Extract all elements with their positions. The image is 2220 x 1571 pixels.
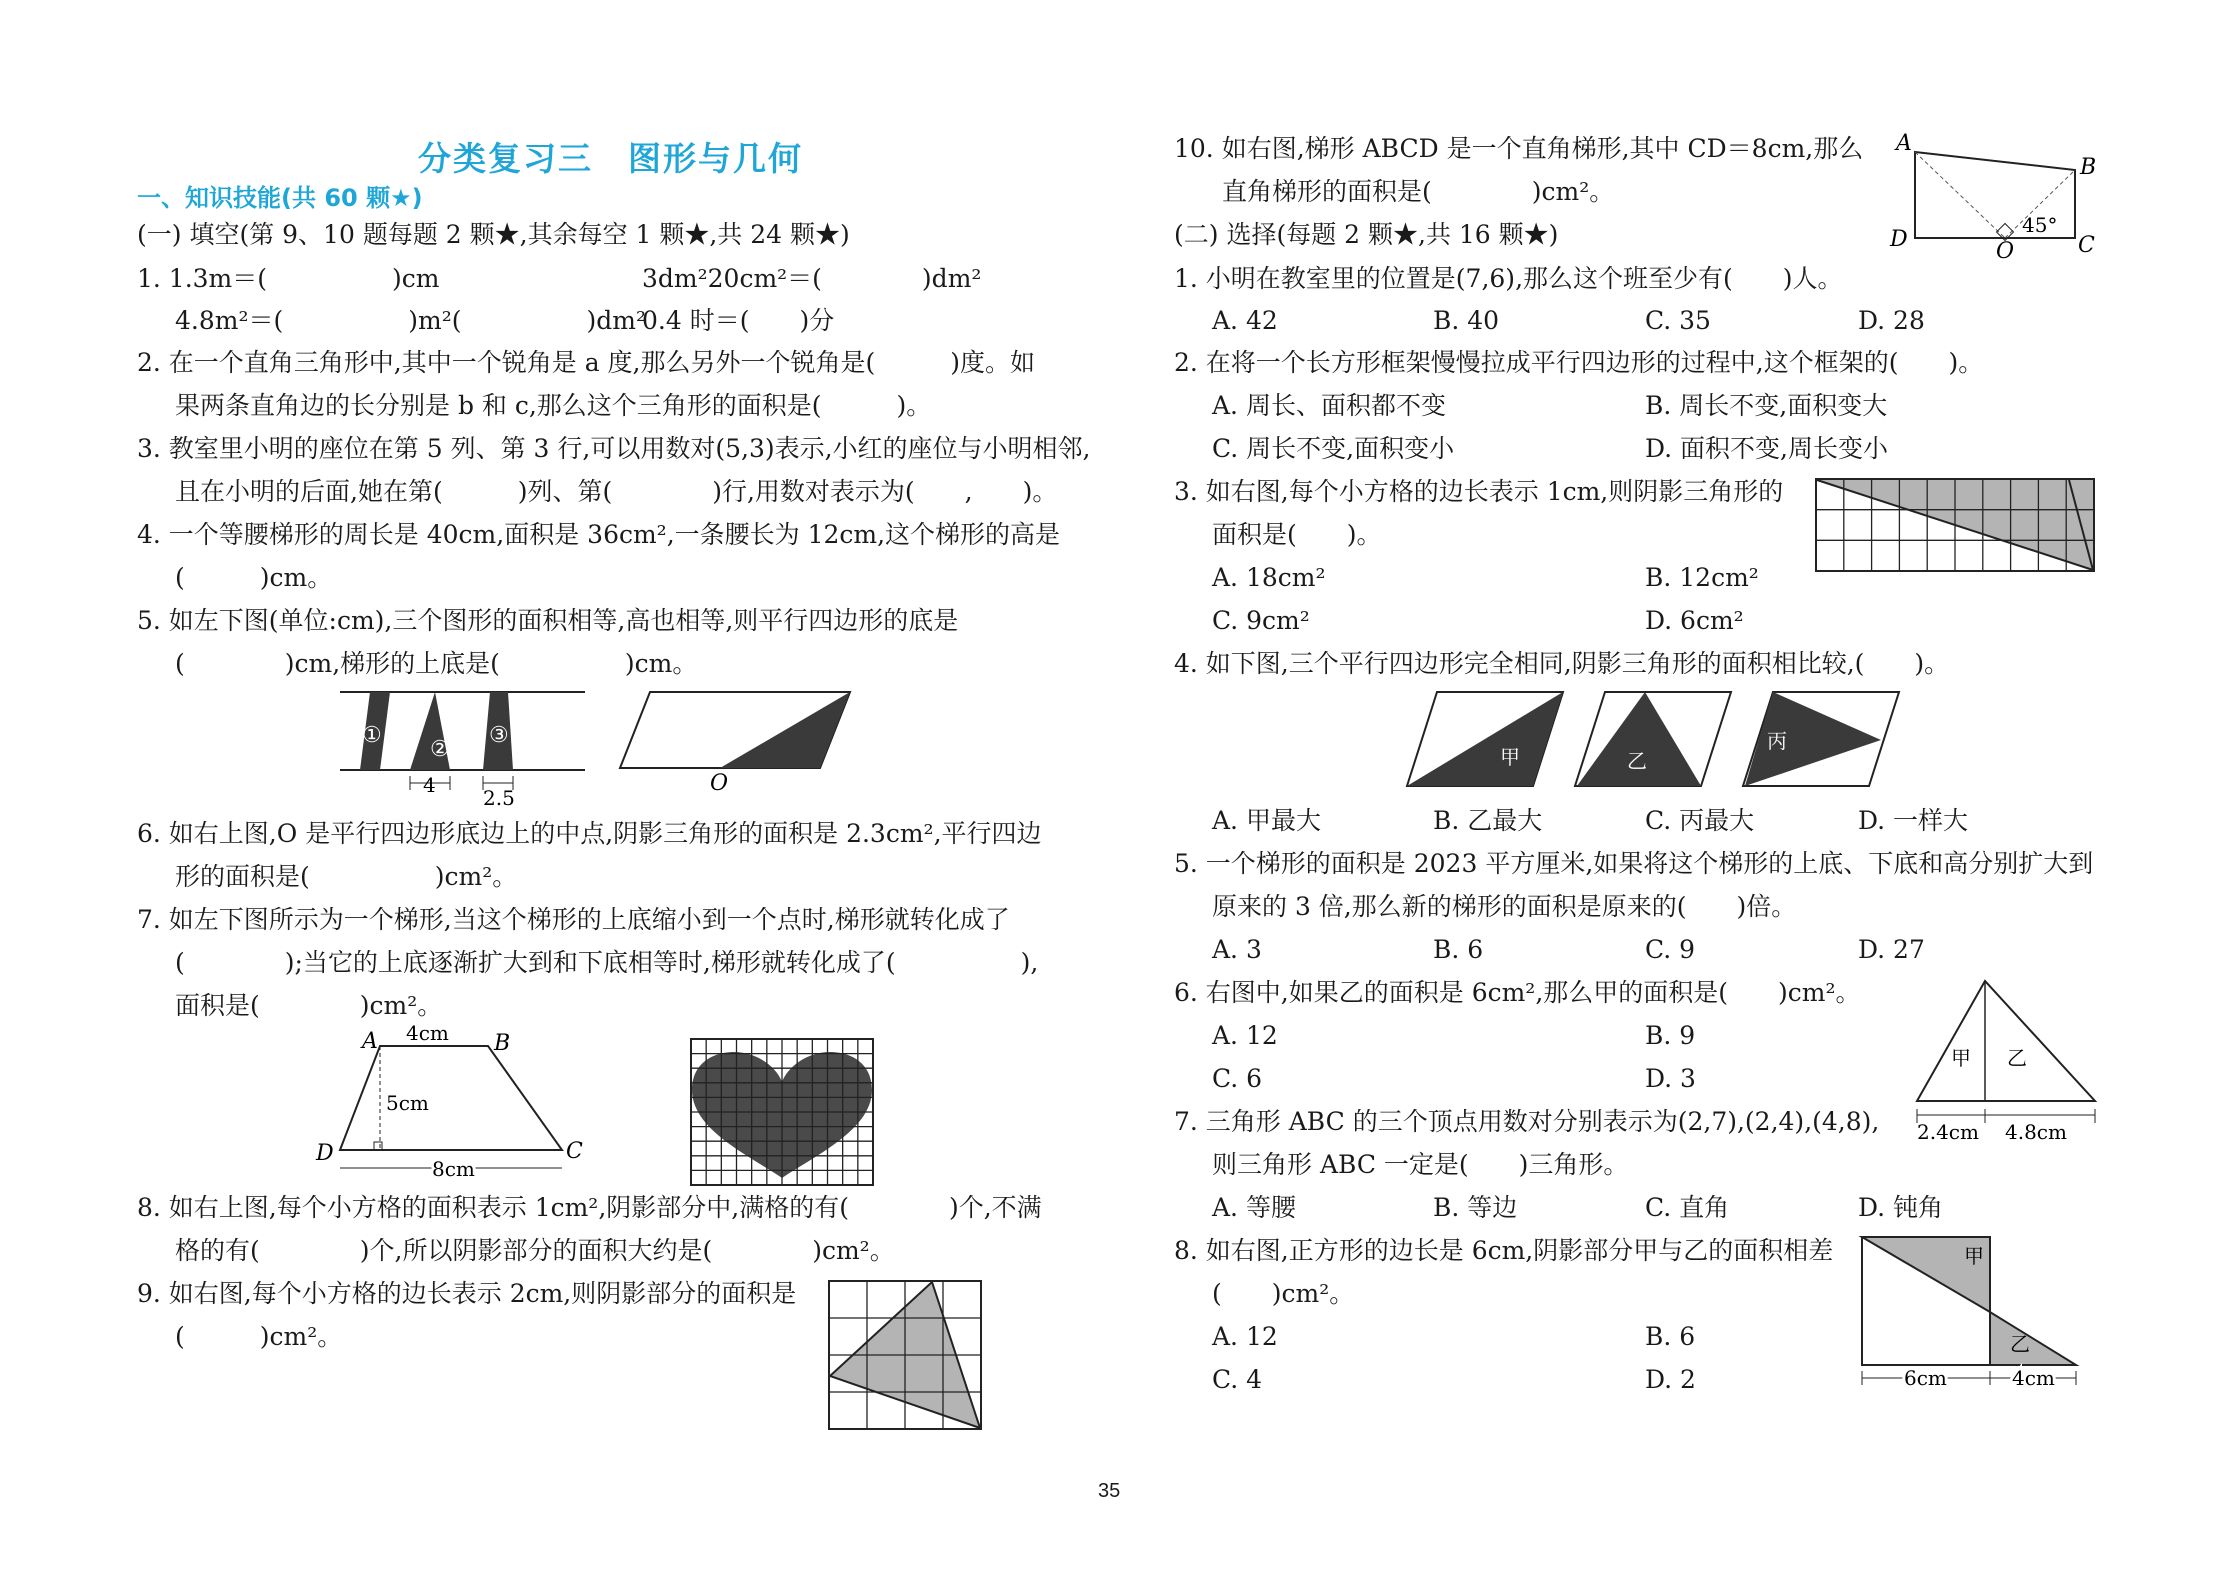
q10-line-1: 10. 如右图,梯形 ABCD 是一个直角梯形,其中 CD＝8cm,那么 [1174, 134, 1864, 163]
c1-question: 1. 小明在教室里的位置是(7,6),那么这个班至少有( )人。 [1174, 264, 1843, 293]
q1-part-d: 0.4 时＝( )分 [642, 306, 835, 335]
top-length: 4cm [406, 1021, 449, 1045]
c7-option-d[interactable]: D. 钝角 [1858, 1193, 1944, 1222]
height-length: 5cm [386, 1091, 429, 1115]
q7-line-2: ( );当它的上底逐渐扩大到和下底相等时,梯形就转化成了( ), [175, 948, 1039, 977]
shape-label-2: ② [430, 737, 450, 762]
q5-figure [330, 680, 890, 810]
q2-line-2: 果两条直角边的长分别是 b 和 c,那么这个三角形的面积是( )。 [175, 391, 932, 420]
c6-question: 6. 右图中,如果乙的面积是 6cm²,那么甲的面积是( )cm²。 [1174, 978, 1861, 1007]
c1-option-a[interactable]: A. 42 [1212, 306, 1278, 335]
shape-label-3: ③ [489, 723, 509, 748]
left-length: 2.4cm [1917, 1120, 1979, 1144]
c4-option-c[interactable]: C. 丙最大 [1645, 806, 1755, 835]
q7-trapezoid-figure [310, 1020, 600, 1180]
q10-vertex-b: B [2080, 155, 2097, 180]
c7-line-1: 7. 三角形 ABC 的三个顶点用数对分别表示为(2,7),(2,4),(4,8), [1174, 1107, 1880, 1136]
c2-question: 2. 在将一个长方形框架慢慢拉成平行四边形的过程中,这个框架的( )。 [1174, 348, 1984, 377]
c7-option-b[interactable]: B. 等边 [1433, 1193, 1518, 1222]
fill-heading: (一) 填空(第 9、10 题每题 2 颗★,其余每空 1 颗★,共 24 颗★) [137, 220, 850, 249]
c1-option-d[interactable]: D. 28 [1858, 306, 1925, 335]
c6-triangle-figure [1915, 975, 2105, 1145]
q3-line-2: 且在小明的后面,她在第( )列、第( )行,用数对表示为( , )。 [175, 477, 1058, 506]
q8-heart-grid-figure [690, 1038, 874, 1186]
page-title: 分类复习三 图形与几何 [418, 139, 803, 178]
c5-line-2: 原来的 3 倍,那么新的梯形的面积是原来的( )倍。 [1212, 892, 1797, 921]
c8-line-2: ( )cm²。 [1212, 1279, 1355, 1308]
c3-option-a[interactable]: A. 18cm² [1212, 563, 1326, 592]
label-jia: 甲 [1500, 745, 1520, 769]
c8-option-b[interactable]: B. 6 [1645, 1322, 1696, 1351]
q1-part-b: 3dm²20cm²＝( )dm² [642, 264, 982, 293]
q10-trapezoid-figure [1890, 130, 2100, 264]
c7-option-c[interactable]: C. 直角 [1645, 1193, 1730, 1222]
c8-option-d[interactable]: D. 2 [1645, 1365, 1696, 1394]
q7-line-3: 面积是( )cm²。 [175, 991, 443, 1020]
right-length: 4.8cm [2005, 1120, 2067, 1144]
q10-vertex-c: C [2078, 233, 2095, 258]
vertex-c: C [566, 1139, 583, 1164]
q10-point-o: O [1996, 239, 2015, 264]
c6-option-c[interactable]: C. 6 [1212, 1064, 1263, 1093]
c4-option-a[interactable]: A. 甲最大 [1212, 806, 1321, 835]
c1-option-c[interactable]: C. 35 [1645, 306, 1711, 335]
q3-line-1: 3. 教室里小明的座位在第 5 列、第 3 行,可以用数对(5,3)表示,小红的座位与小明相邻, [137, 434, 1091, 463]
c3-grid-triangle-figure [1815, 478, 2095, 572]
label-yi: 乙 [2010, 1332, 2030, 1356]
c3-line-1: 3. 如右图,每个小方格的边长表示 1cm,则阴影三角形的 [1174, 477, 1784, 506]
label-bing: 丙 [1767, 729, 1787, 753]
c4-option-b[interactable]: B. 乙最大 [1433, 806, 1543, 835]
c5-option-d[interactable]: D. 27 [1858, 935, 1925, 964]
q4-line-2: ( )cm。 [175, 563, 333, 592]
c2-option-d[interactable]: D. 面积不变,周长变小 [1645, 434, 1888, 463]
q1-part-c: 4.8m²＝( )m²( )dm² [175, 306, 646, 335]
c1-option-b[interactable]: B. 40 [1433, 306, 1500, 335]
c4-question: 4. 如下图,三个平行四边形完全相同,阴影三角形的面积相比较,( )。 [1174, 649, 1950, 678]
q5-line-2: ( )cm,梯形的上底是( )cm。 [175, 649, 698, 678]
choice-heading: (二) 选择(每题 2 颗★,共 16 颗★) [1174, 220, 1559, 249]
c6-option-a[interactable]: A. 12 [1212, 1021, 1278, 1050]
c3-option-c[interactable]: C. 9cm² [1212, 606, 1310, 635]
c4-parallelograms-figure [1405, 686, 1905, 792]
c2-option-c[interactable]: C. 周长不变,面积变小 [1212, 434, 1455, 463]
c4-option-d[interactable]: D. 一样大 [1858, 806, 1969, 835]
c2-option-a[interactable]: A. 周长、面积都不变 [1212, 391, 1446, 420]
q5-line-1: 5. 如左下图(单位:cm),三个图形的面积相等,高也相等,则平行四边形的底是 [137, 606, 959, 635]
right-length: 4cm [2012, 1366, 2055, 1390]
q9-line-2: ( )cm²。 [175, 1322, 343, 1351]
c7-option-a[interactable]: A. 等腰 [1212, 1193, 1296, 1222]
label-yi: 乙 [1627, 749, 1647, 773]
c3-option-d[interactable]: D. 6cm² [1645, 606, 1744, 635]
c5-option-b[interactable]: B. 6 [1433, 935, 1484, 964]
page-number: 35 [1098, 1480, 1121, 1502]
dim-2-5: 2.5 [483, 786, 515, 810]
c3-line-2: 面积是( )。 [1212, 520, 1382, 549]
left-length: 6cm [1904, 1366, 1947, 1390]
c8-option-c[interactable]: C. 4 [1212, 1365, 1263, 1394]
section-heading: 一、知识技能(共 60 颗★) [137, 184, 423, 212]
bottom-length: 8cm [432, 1157, 475, 1181]
label-jia: 甲 [1951, 1046, 1971, 1070]
vertex-a: A [362, 1029, 378, 1054]
dim-4: 4 [423, 773, 436, 797]
q9-line-1: 9. 如右图,每个小方格的边长表示 2cm,则阴影部分的面积是 [137, 1279, 797, 1308]
c5-option-a[interactable]: A. 3 [1212, 935, 1262, 964]
angle-label: 45° [2022, 213, 2058, 237]
q10-line-2: 直角梯形的面积是( )cm²。 [1222, 177, 1615, 206]
c5-line-1: 5. 一个梯形的面积是 2023 平方厘米,如果将这个梯形的上底、下底和高分别扩大到 [1174, 849, 2094, 878]
point-o: O [710, 771, 729, 796]
q6-line-2: 形的面积是( )cm²。 [175, 862, 518, 891]
q8-line-2: 格的有( )个,所以阴影部分的面积大约是( )cm²。 [175, 1236, 895, 1265]
c2-option-b[interactable]: B. 周长不变,面积变大 [1645, 391, 1888, 420]
q7-line-1: 7. 如左下图所示为一个梯形,当这个梯形的上底缩小到一个点时,梯形就转化成了 [137, 905, 1010, 934]
label-jia: 甲 [1964, 1244, 1984, 1268]
q6-line-1: 6. 如右上图,O 是平行四边形底边上的中点,阴影三角形的面积是 2.3cm²,平行四边 [137, 819, 1042, 848]
q9-grid-triangle-figure [828, 1280, 982, 1430]
label-yi: 乙 [2007, 1046, 2027, 1070]
c7-line-2: 则三角形 ABC 一定是( )三角形。 [1212, 1150, 1629, 1179]
c8-option-a[interactable]: A. 12 [1212, 1322, 1278, 1351]
c6-option-d[interactable]: D. 3 [1645, 1064, 1696, 1093]
q2-line-1: 2. 在一个直角三角形中,其中一个锐角是 a 度,那么另外一个锐角是( )度。如 [137, 348, 1036, 377]
q8-line-1: 8. 如右上图,每个小方格的面积表示 1cm²,阴影部分中,满格的有( )个,不满 [137, 1193, 1042, 1222]
c5-option-c[interactable]: C. 9 [1645, 935, 1696, 964]
c6-option-b[interactable]: B. 9 [1645, 1021, 1696, 1050]
q10-vertex-a: A [1896, 131, 1912, 156]
c8-line-1: 8. 如右图,正方形的边长是 6cm,阴影部分甲与乙的面积相差 [1174, 1236, 1834, 1265]
c8-square-figure [1860, 1235, 2100, 1395]
q4-line-1: 4. 一个等腰梯形的周长是 40cm,面积是 36cm²,一条腰长为 12cm,这个梯形的高是 [137, 520, 1061, 549]
vertex-b: B [494, 1031, 511, 1056]
shape-label-1: ① [362, 723, 382, 748]
vertex-d: D [316, 1141, 334, 1166]
q1-part-a: 1. 1.3m＝( )cm [137, 264, 440, 293]
q10-vertex-d: D [1890, 227, 1908, 252]
c3-option-b[interactable]: B. 12cm² [1645, 563, 1759, 592]
